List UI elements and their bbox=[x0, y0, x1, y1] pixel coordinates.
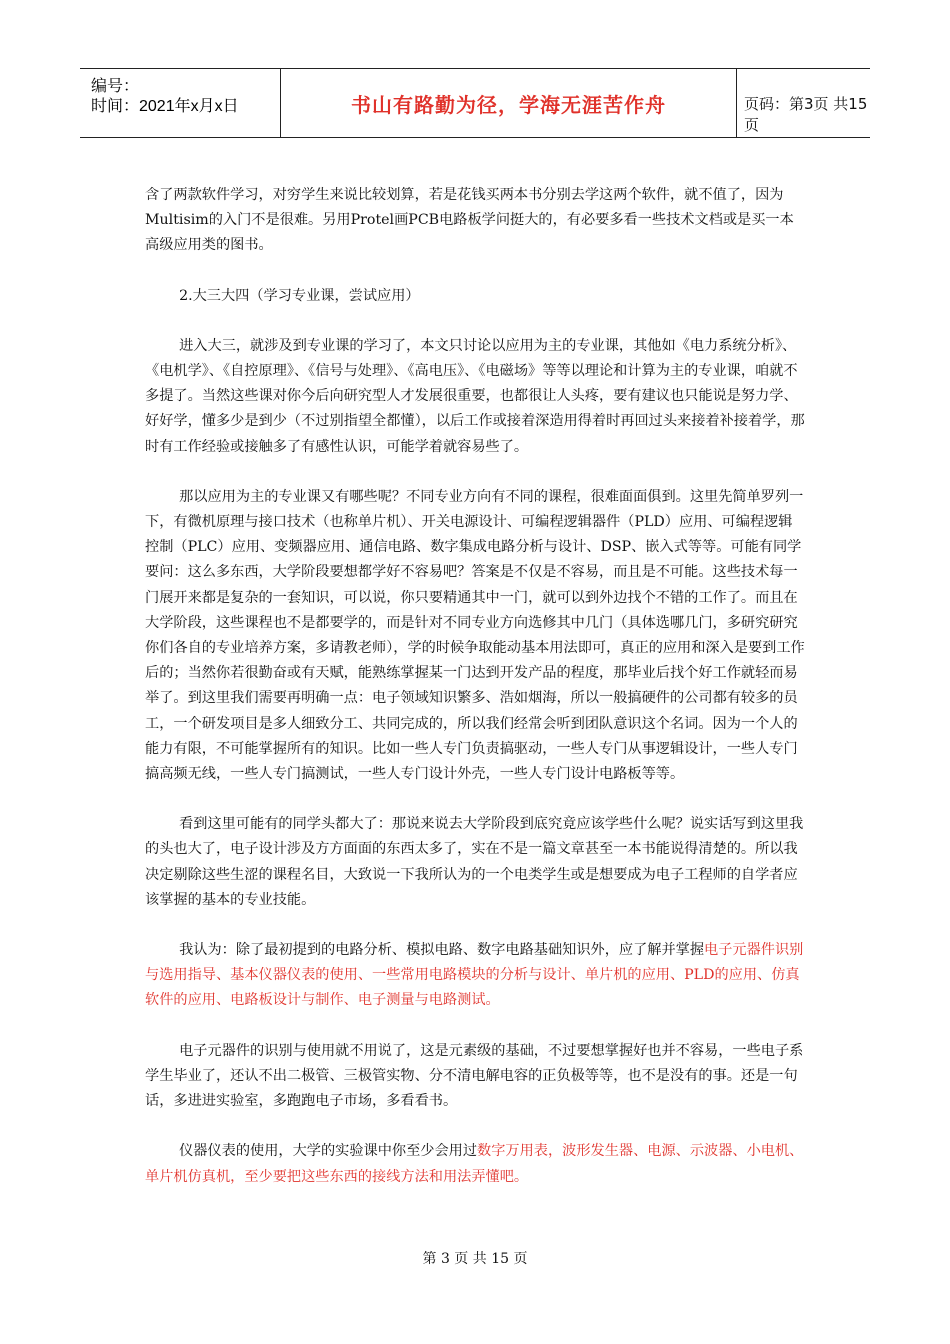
header-info-cell bbox=[80, 69, 280, 137]
header-motto-cell bbox=[280, 69, 737, 137]
paragraph-4: 看到这里可能有的同学头都大了：那说来说去大学阶段到底究竟应该学些什么呢？说实话写到这里我的头也大了，电子设计涉及方方面面的东西太多了，实在不是一篇文章甚至一本书能说得清楚的。所以我决定剔除这些生涩的课程名目，大致说一下我所认为的一个电类学生或是想要成为电子工程师的自学者应该掌握的基本的专业技能。 bbox=[145, 816, 804, 908]
time-label: 时间：2021年x月x日 bbox=[91, 98, 239, 115]
page-footer: 第 3 页 共 15 页 bbox=[422, 1251, 528, 1267]
document-body bbox=[145, 183, 805, 1215]
paragraph-2: 进入大三，就涉及到专业课的学习了，本文只讨论以应用为主的专业课，其他如《电力系统分析》、《电机学》、《自控原理》、《信号与处理》、《高电压》、《电磁场》等等以理论和计算为主的专业课，咱就不多提了。当然这些课对你今后向研究型人才发展很重要，也都很让人头疼，要有建议也只能说是努力学、好好学，懂多少是到少（不过别指望全都懂），以后工作或接着深造用得着时再回过头来接着补接着学，那时有工作经验或接触多了有感性认识，可能学着就容易些了。 bbox=[145, 337, 805, 455]
page-header bbox=[80, 68, 870, 138]
paragraph-5-highlight: 电子元器件识别与选用指导、基本仪器仪表的使用、一些常用电路模块的分析与设计、单片机的应用、PLD的应用、仿真软件的应用、电路板设计与制作、电子测量与电路测试。 bbox=[145, 942, 804, 1009]
motto: 书山有路勤为径，学海无涯苦作舟 bbox=[351, 93, 666, 117]
section-title: 2.大三大四（学习专业课，尝试应用） bbox=[179, 287, 420, 304]
paragraph-7 bbox=[145, 1139, 805, 1189]
header-page-cell bbox=[737, 69, 870, 137]
paragraph-6: 电子元器件的识别与使用就不用说了，这是元素级的基础，不过要想掌握好也并不容易，一些电子系学生毕业了，还认不出二极管、三极管实物、分不清电解电容的正负极等等，也不是没有的事。还是一句话，多进进实验室，多跑跑电子市场，多看看书。 bbox=[145, 1042, 804, 1110]
paragraph-5-text: 我认为：除了最初提到的电路分析、模拟电路、数字电路基础知识外，应了解并掌握 bbox=[179, 942, 705, 959]
number-label: 编号： bbox=[91, 78, 140, 95]
paragraph-7-highlight: 数字万用表，波形发生器、电源、示波器、小电机、单片机仿真机，至少要把这些东西的接线方法和用法弄懂吧。 bbox=[145, 1143, 804, 1185]
paragraph-5 bbox=[145, 938, 805, 1014]
paragraph-3: 那以应用为主的专业课又有哪些呢？不同专业方向有不同的课程，很难面面俱到。这里先简单罗列一下，有微机原理与接口技术（也称单片机）、开关电源设计、可编程逻辑器件（PLD）应用、可编程逻辑控制（PLC）应用、变频器应用、通信电路、数字集成电路分析与设计、DSP、嵌入式等等。可能有同学要问：这么多东西，大学阶段要想都学好不容易吧？答案是不仅是不容易，而且是不可能。这些技术每一门展开来都是复杂的一套知识，可以说，你只要精通其中一门，就可以到外边找个不错的工作了。而且在大学阶段，这些课程也不是都要学的，而是针对不同专业方向选修其中几门（具体选哪几门，多研究研究你们各自的专业培养方案，多请教老师），学的时候争取能动基本用法即可，真正的应用和深入是要到工作后的；当然你若很勤奋或有天赋，能熟练掌握某一门达到开发产品的程度，那毕业后找个好工作就轻而易举了。到这里我们需要再明确一点：电子领域知识繁多、浩如烟海，所以一般搞硬件的公司都有较多的员工，一个研发项目是多人细致分工、共同完成的，所以我们经常会听到团队意识这个名词。因为一个人的能力有限，不可能掌握所有的知识。比如一些人专门负责搞驱动，一些人专门从事逻辑设计，一些人专门搞高频无线，一些人专门搞测试，一些人专门设计外壳，一些人专门设计电路板等等。 bbox=[145, 488, 805, 783]
page-label: 页码：第3页 共15页 bbox=[744, 95, 868, 134]
paragraph-7-text: 仪器仪表的使用，大学的实验课中你至少会用过 bbox=[179, 1143, 478, 1160]
paragraph-1: 含了两款软件学习，对穷学生来说比较划算，若是花钱买两本书分别去学这两个软件，就不值了，因为Multisim的入门不是很难。另用Protel画PCB电路板学问挺大的，有必要多看一些技术文档或是买一本高级应用类的图书。 bbox=[145, 187, 794, 254]
